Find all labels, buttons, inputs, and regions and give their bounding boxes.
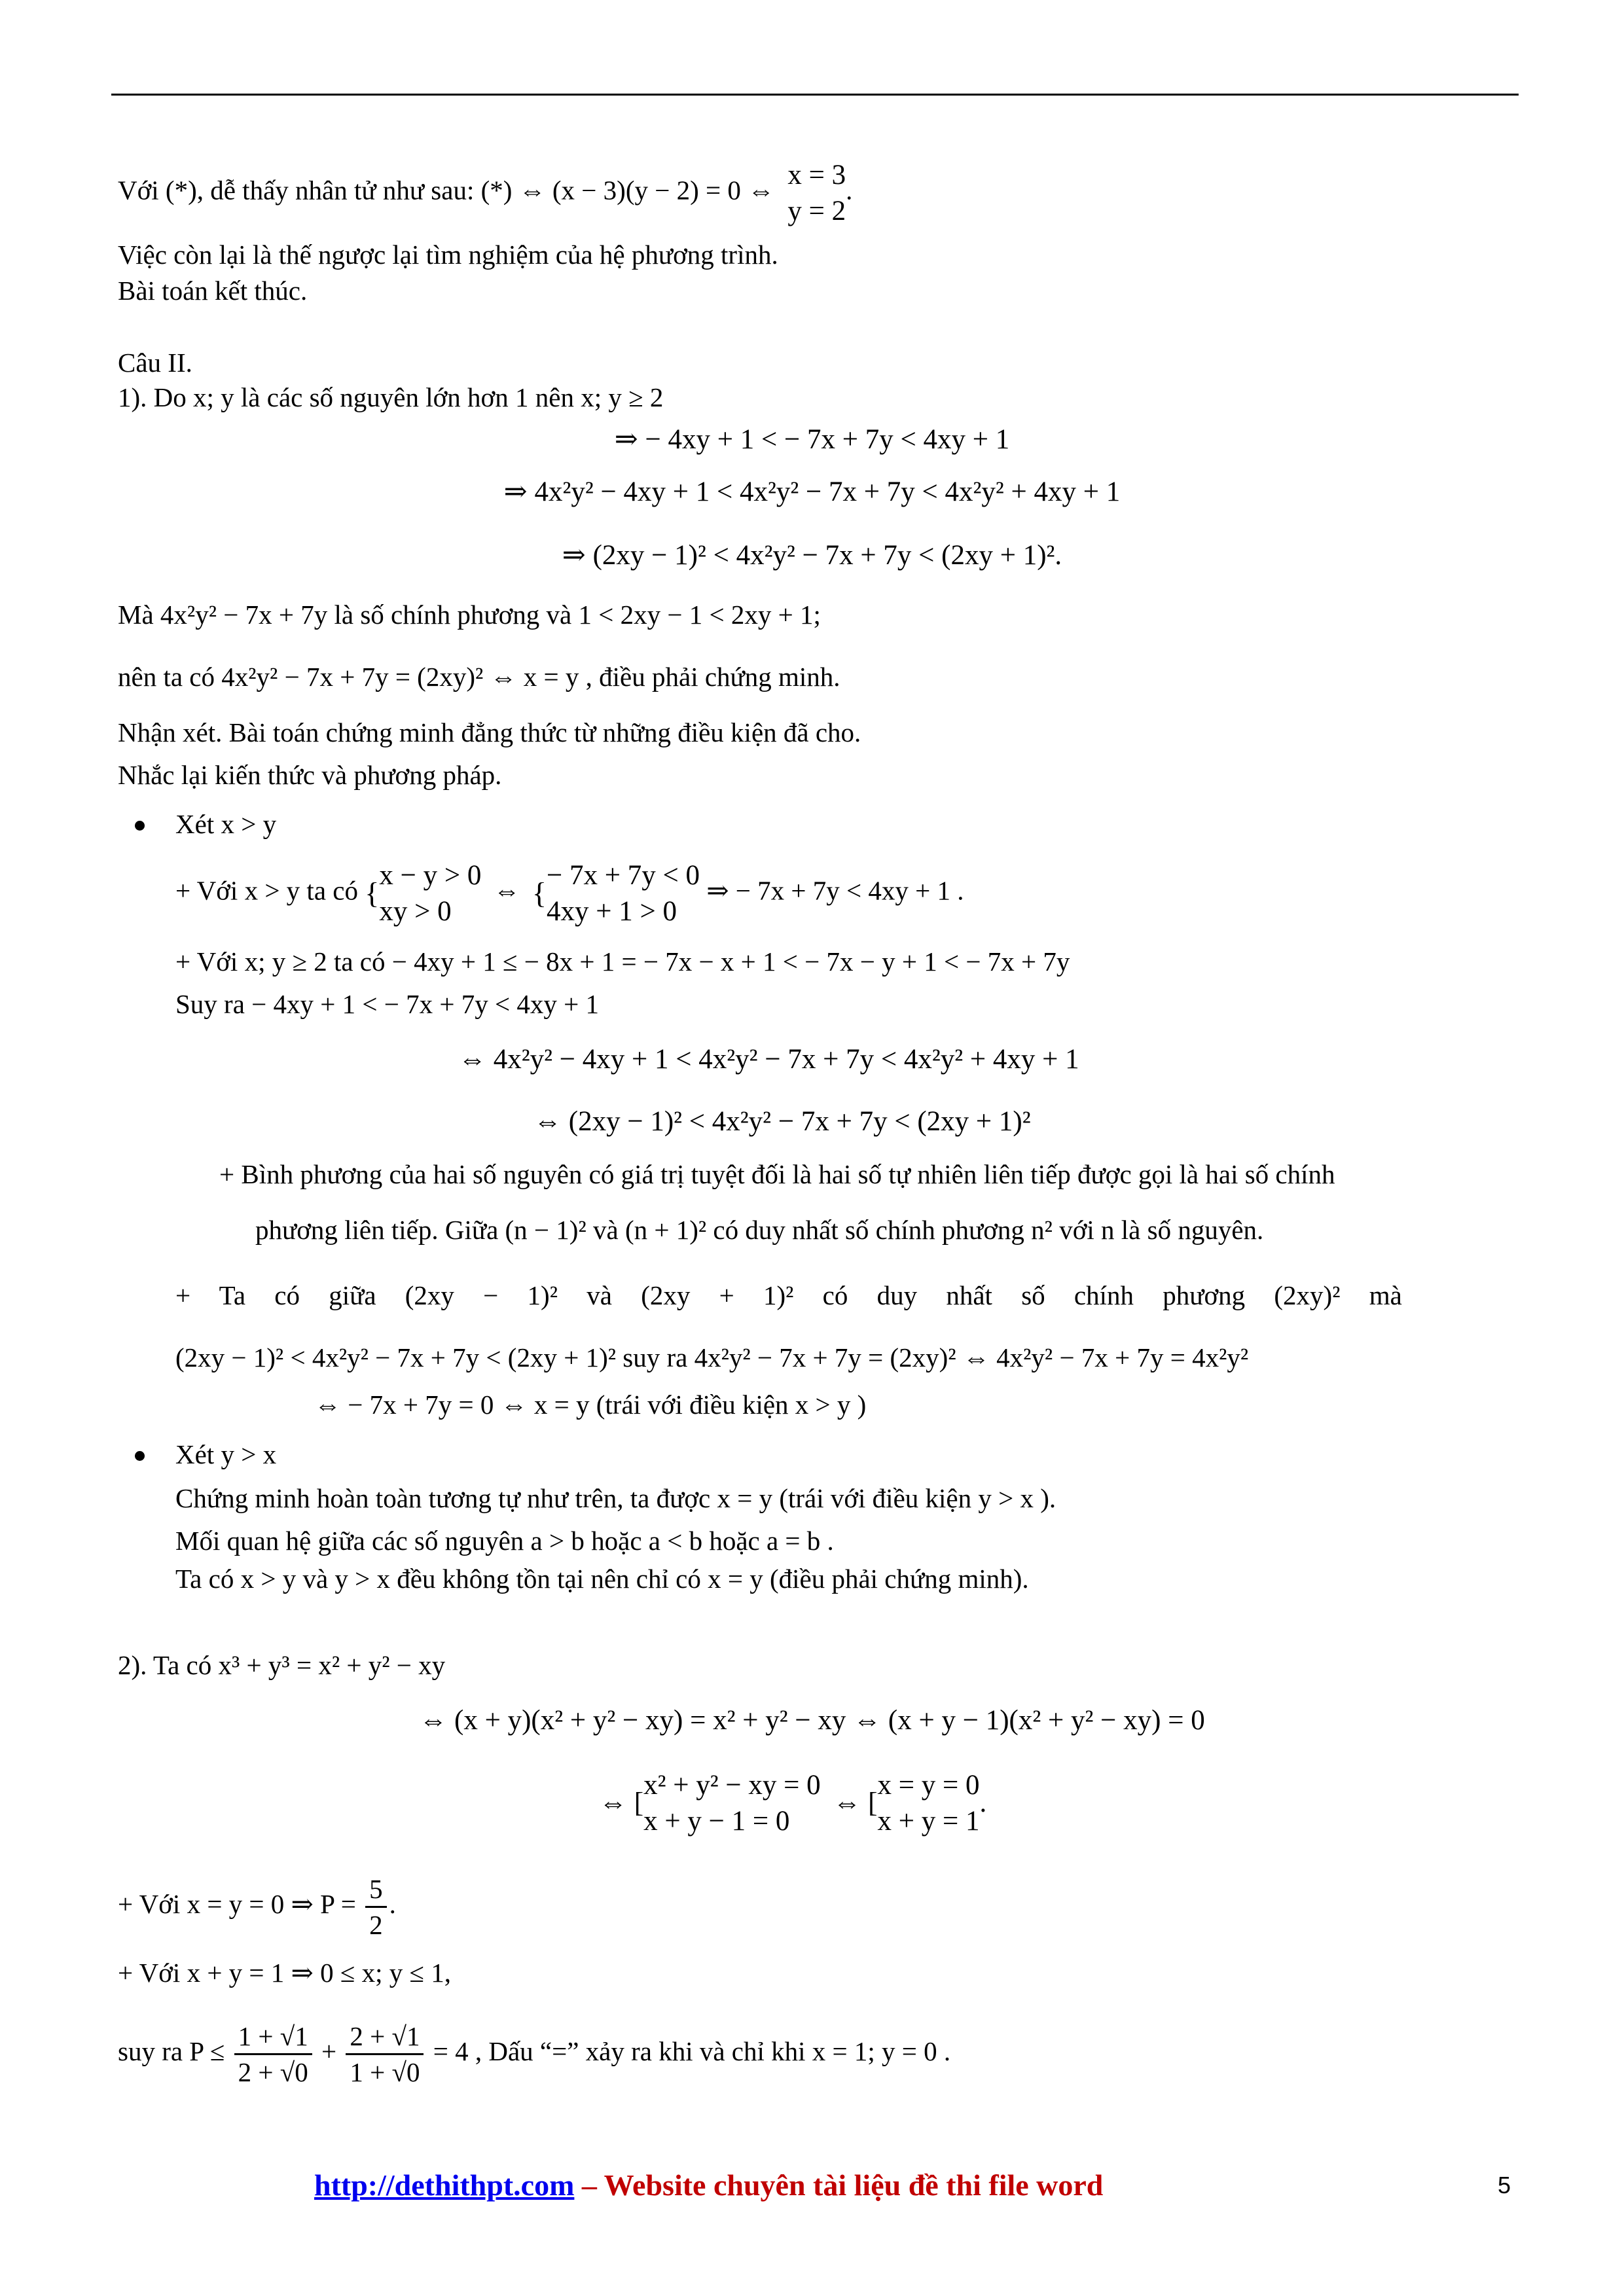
text-line: + Với x + y = 1 ⇒ 0 ≤ x; y ≤ 1, (118, 1958, 452, 1988)
bullet-icon (135, 1451, 145, 1461)
system-row: x = 3 (787, 160, 846, 190)
equation-line: ⇒ − 4xy + 1 < − 7x + 7y < 4xy + 1 (614, 424, 1010, 455)
system-row: − 7x + 7y < 0 (546, 860, 700, 891)
text-line: + Với x = y = 0 ⇒ P = $\frac{5}{2}$ . (118, 1872, 396, 1942)
fraction (346, 2019, 424, 2089)
equation-line: ⇔ (x + y)(x² + y² − xy) = x² + y² − xy ⇔ (x + y − 1)(x² + y² − xy) = 0 (419, 1705, 1205, 1736)
text-line: + Với x > y ta có { x − y > 0 xy > 0 ⇔ { − 7x + 7y < 0 4xy + 1 > 0 ⇒ − 7x + 7y < 4xy + 1 . (175, 857, 964, 929)
text-line: Suy ra − 4xy + 1 < − 7x + 7y < 4xy + 1 (175, 989, 600, 1019)
footer-text: – Website chuyên tài liệu đề thi file word (574, 2168, 1104, 2202)
text-line: Chứng minh hoàn toàn tương tự như trên, ta được x = y (trái với điều kiện y > x ). (175, 1483, 1056, 1513)
system-row: x + y − 1 = 0 (643, 1806, 790, 1837)
equation-line: ⇒ 4x²y² − 4xy + 1 < 4x²y² − 7x + 7y < 4x²y² + 4xy + 1 (503, 476, 1121, 507)
text-line: (2xy − 1)² < 4x²y² − 7x + 7y < (2xy + 1)² suy ra 4x²y² − 7x + 7y = (2xy)² ⇔ 4x²y² − 7x + 7y = 4x²y² (175, 1342, 1249, 1372)
system-row: 4xy + 1 > 0 (546, 896, 677, 927)
system-row: y = 2 (787, 196, 846, 226)
text-line: Với (*), dễ thấy nhân tử như sau: (*) ⇔ (x − 3)(y − 2) = 0 ⇔ x = 3 y = 2 . (118, 157, 852, 229)
fraction-numerator: 2 + √1 (346, 2019, 424, 2055)
text-line: nên ta có 4x²y² − 7x + 7y = (2xy)² ⇔ x = y , điều phải chứng minh. (118, 662, 840, 692)
equation-line: ⇒ (2xy − 1)² < 4x²y² − 7x + 7y < (2xy + 1)². (562, 540, 1062, 571)
text-line: Xét y > x (175, 1439, 277, 1469)
fraction-denominator: 1 + √0 (350, 2057, 420, 2087)
equation-system (379, 857, 481, 929)
text-line: Mà 4x²y² − 7x + 7y là số chính phương và 1 < 2xy − 1 < 2xy + 1; (118, 600, 821, 630)
fraction-denominator: 2 (369, 1910, 383, 1940)
text-line: Ta có x > y và y > x đều không tồn tại nên chỉ có x = y (điều phải chứng minh). (175, 1564, 1029, 1594)
equation-system (877, 1767, 979, 1839)
equation-system (547, 857, 700, 929)
text-line: Mối quan hệ giữa các số nguyên a > b hoặc a < b hoặc a = b . (175, 1526, 834, 1556)
text-line: + Ta có giữa (2xy − 1)² và (2xy + 1)² có duy nhất số chính phương (2xy)² mà (175, 1280, 1402, 1310)
equation-line: ⇔ (2xy − 1)² < 4x²y² − 7x + 7y < (2xy + 1)² (533, 1106, 1031, 1137)
text-line: 1). Do x; y là các số nguyên lớn hơn 1 nên x; y ≥ 2 (118, 382, 664, 412)
text-line: phương liên tiếp. Giữa (n − 1)² và (n + 1)² có duy nhất số chính phương n² với n là số nguyên. (255, 1215, 1264, 1245)
system-row: x − y > 0 (379, 860, 482, 891)
section-heading: Câu II. (118, 348, 192, 378)
text-line: Nhắc lại kiến thức và phương pháp. (118, 760, 502, 790)
footer (314, 2168, 1103, 2202)
system-row: xy > 0 (379, 896, 452, 927)
equation-line: ⇔ 4x²y² − 4xy + 1 < 4x²y² − 7x + 7y < 4x²y² + 4xy + 1 (458, 1044, 1079, 1075)
text-line-content: + Với x > y ta có (175, 875, 358, 906)
text-line: Nhận xét. Bài toán chứng minh đẳng thức từ những điều kiện đã cho. (118, 717, 861, 747)
text-line-content: = 4 , Dấu “=” xảy ra khi và chỉ khi x = 1; y = 0 . (433, 2036, 951, 2066)
text-line: Xét x > y (175, 809, 277, 839)
header-rule (111, 94, 1519, 96)
text-line: suy ra P ≤ $\frac{1 + √1}{2 + √0}$ + $\frac{2 + √1}{1 + √0}$ = 4 , Dấu “=” xảy ra khi và chỉ khi x = 1; y = 0 . (118, 2019, 950, 2089)
footer-link[interactable]: http://dethithpt.com (314, 2168, 575, 2202)
equation-line: ⇔ [ x² + y² − xy = 0 x + y − 1 = 0 ⇔ [ x = y = 0 x + y = 1 . (599, 1767, 986, 1839)
equation-system (787, 157, 846, 229)
bullet-icon (135, 821, 145, 831)
fraction (365, 1872, 387, 1942)
system-row: x + y = 1 (877, 1806, 980, 1837)
equation-system (643, 1767, 821, 1839)
text-line: Bài toán kết thúc. (118, 276, 308, 306)
page-number: 5 (1498, 2172, 1511, 2198)
text-line-content: + Với x = y = 0 ⇒ P = (118, 1888, 356, 1919)
text-line: + Bình phương của hai số nguyên có giá trị tuyệt đối là hai số tự nhiên liên tiếp được gọi là hai số chính (219, 1159, 1335, 1189)
text-line-content: Với (*), dễ thấy nhân tử như sau: (*) ⇔ (x − 3)(y − 2) = 0 ⇔ (118, 175, 775, 206)
text-line: ⇔ − 7x + 7y = 0 ⇔ x = y (trái với điều kiện x > y ) (314, 1390, 867, 1420)
text-line: Việc còn lại là thế ngược lại tìm nghiệm của hệ phương trình. (118, 240, 778, 270)
fraction-numerator: 1 + √1 (234, 2019, 312, 2055)
fraction (234, 2019, 312, 2089)
fraction-numerator: 5 (365, 1872, 387, 1908)
fraction-denominator: 2 + √0 (238, 2057, 308, 2087)
text-line-content: ⇒ − 7x + 7y < 4xy + 1 . (706, 875, 964, 906)
text-line-content: suy ra P ≤ (118, 2036, 225, 2066)
system-row: x² + y² − xy = 0 (643, 1770, 821, 1801)
text-line: 2). Ta có x³ + y³ = x² + y² − xy (118, 1650, 446, 1680)
text-line: + Với x; y ≥ 2 ta có − 4xy + 1 ≤ − 8x + 1 = − 7x − x + 1 < − 7x − y + 1 < − 7x + 7y (175, 946, 1070, 977)
system-row: x = y = 0 (877, 1770, 980, 1801)
